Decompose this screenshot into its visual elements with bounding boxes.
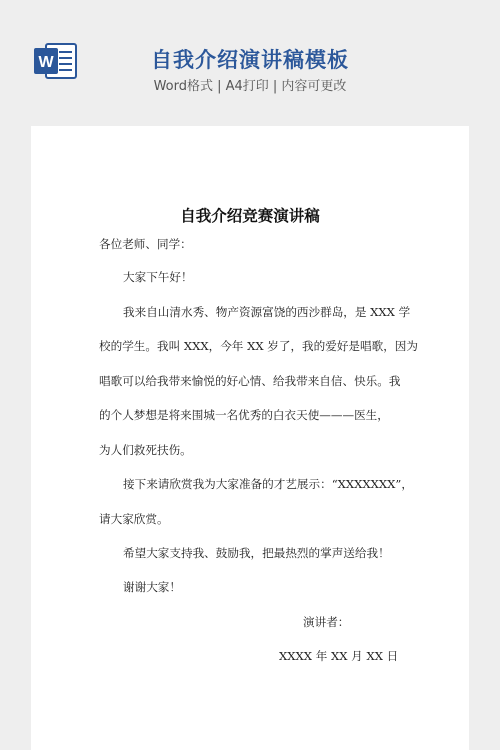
word-icon-letter: W <box>38 54 54 71</box>
signature-label: 演讲者： <box>303 615 350 629</box>
salutation: 各位老师、同学： <box>99 237 192 251</box>
date-line: XXXX 年 XX 月 XX 日 <box>279 649 399 663</box>
paragraph-line: 为人们救死扶伤。 <box>99 443 192 457</box>
paragraph-line: 唱歌可以给我带来愉悦的好心情、给我带来自信、快乐。我 <box>99 374 401 388</box>
document-title: 自我介绍竞赛演讲稿 <box>180 206 320 225</box>
document-page <box>31 126 469 750</box>
paragraph-line: 希望大家支持我、鼓励我，把最热烈的掌声送给我！ <box>123 546 390 560</box>
thanks-line: 谢谢大家！ <box>123 580 181 594</box>
paragraph-line: 请大家欣赏。 <box>99 512 169 526</box>
paragraph-line: 的个人梦想是将来围城一名优秀的白衣天使———医生， <box>99 408 389 422</box>
page-subtitle: Word格式 | A4打印 | 内容可更改 <box>153 79 347 94</box>
greeting: 大家下午好！ <box>123 270 193 284</box>
paragraph-line: 接下来请欣赏我为大家准备的才艺展示：“XXXXXXX”， <box>123 477 413 491</box>
paragraph-line: 校的学生。我叫 XXX，今年 XX 岁了，我的爱好是唱歌，因为 <box>99 339 418 353</box>
page-title: 自我介绍演讲稿模板 <box>151 48 349 72</box>
paragraph-line: 我来自山清水秀、物产资源富饶的西沙群岛，是 XXX 学 <box>123 305 411 319</box>
header <box>0 0 500 110</box>
